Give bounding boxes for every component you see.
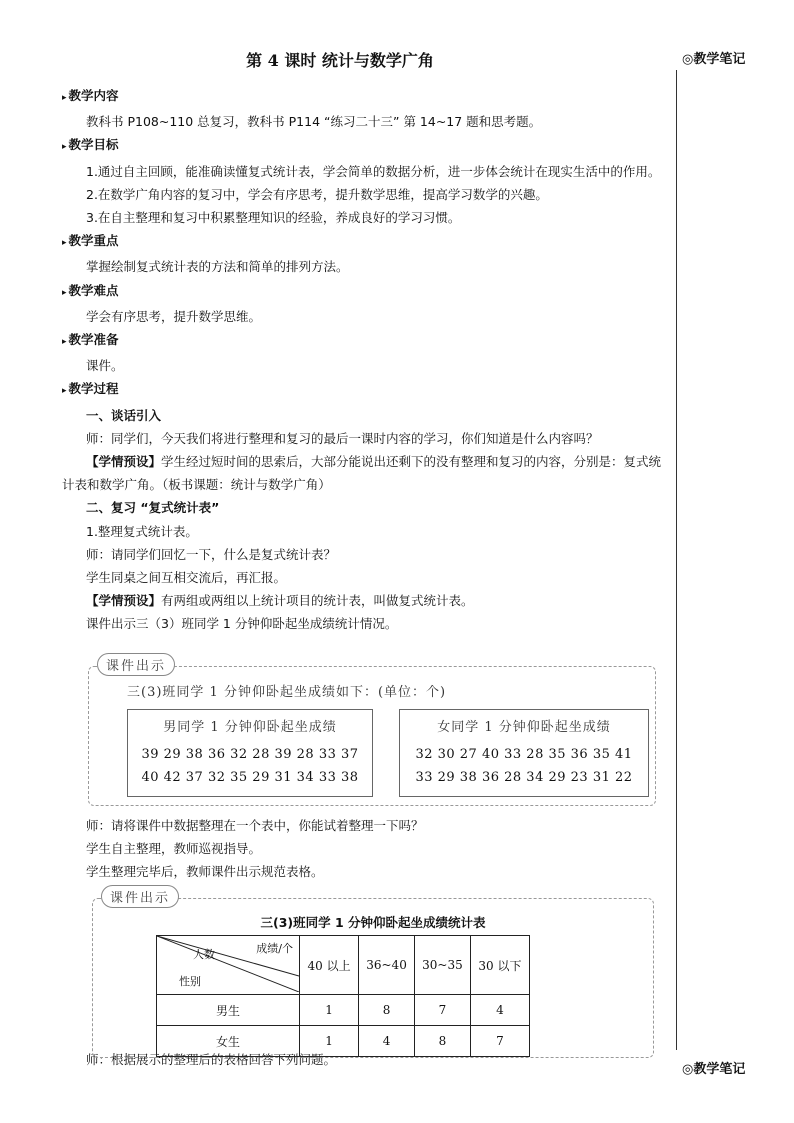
lesson-content <box>62 84 670 636</box>
table-cell: 1 <box>300 1026 359 1057</box>
slide-tab: 课件出示 <box>97 653 175 676</box>
heading-key: ▸ 教学重点 <box>62 229 670 255</box>
table-caption: 三(3)班同学 1 分钟仰卧起坐成绩统计表 <box>260 915 486 930</box>
page-title: 第 4 课时 统计与数学广角 <box>246 51 434 70</box>
preset-2 <box>62 589 670 612</box>
corner-label-score: 成绩/个 <box>256 942 293 955</box>
heading-process: ▸ 教学过程 <box>62 377 670 403</box>
table-cell: 1 <box>300 995 359 1026</box>
preset-2-text: 有两组或两组以上统计项目的统计表，叫做复式统计表。 <box>161 593 474 609</box>
teacher-line-3: 师：请将课件中数据整理在一个表中，你能试着整理一下吗？ <box>86 818 424 833</box>
corner-label-gender: 性别 <box>179 975 201 988</box>
col-header: 30~35 <box>414 936 470 995</box>
student-line-1: 学生同桌之间互相交流后，再汇报。 <box>86 570 287 586</box>
row-label: 男生 <box>157 995 300 1026</box>
difficulty-text: 学会有序思考，提升数学思维。 <box>86 308 262 324</box>
slide-box-data <box>88 659 656 806</box>
part-1-title: 一、谈话引入 <box>86 407 162 423</box>
lesson-content-2 <box>62 814 670 884</box>
heading-difficulty: ▸ 教学难点 <box>62 279 670 305</box>
slide-caption: 三(3)班同学 1 分钟仰卧起坐成绩如下：(单位：个) <box>127 685 447 700</box>
boys-title: 男同学 1 分钟仰卧起坐成绩 <box>163 720 337 735</box>
notes-label-bottom: ◎教学笔记 <box>682 1062 746 1077</box>
col-header: 40 以上 <box>300 936 359 995</box>
table-cell: 7 <box>470 1026 529 1057</box>
student-line-3: 学生整理完毕后，教师课件出示规范表格。 <box>86 864 324 880</box>
table-cell: 4 <box>470 995 529 1026</box>
girls-row-1: 32 30 27 40 33 28 35 36 35 41 <box>415 747 633 762</box>
col-header: 36~40 <box>359 936 415 995</box>
notes-label-top: ◎教学笔记 <box>682 52 746 67</box>
goal-2: 2.在数学广角内容的复习中，学会有序思考，提升数学思维，提高学习数学的兴趣。 <box>86 186 548 202</box>
table-header-row <box>157 936 530 995</box>
preset-tag: 【学情预设】 <box>86 593 162 609</box>
heading-goals: ▸ 教学目标 <box>62 133 670 159</box>
prep-text: 课件。 <box>86 358 124 374</box>
boys-data-box <box>127 709 373 797</box>
step-1: 1.整理复式统计表。 <box>86 523 198 539</box>
slide-tab: 课件出示 <box>101 885 179 908</box>
table-row-boys <box>157 995 530 1026</box>
heading-prep: ▸ 教学准备 <box>62 328 670 354</box>
part-2-title: 二、复习 “复式统计表” <box>86 500 220 516</box>
table-cell: 8 <box>414 1026 470 1057</box>
preset-1-text: 学生经过短时间的思索后，大部分能说出还剩下的没有整理和复习的内容，分别是：复式统计表和数学广角。（板书课题：统计与数学广角） <box>62 454 662 493</box>
boys-row-1: 39 29 38 36 32 28 39 28 33 37 <box>141 747 359 762</box>
table-cell: 7 <box>414 995 470 1026</box>
content-text: 教科书 P108~110 总复习，教科书 P114 “练习二十三” 第 14~17 题和思考题。 <box>86 114 542 130</box>
goal-3: 3.在自主整理和复习中积累整理知识的经验，养成良好的学习习惯。 <box>86 210 461 226</box>
corner-label-count: 人数 <box>193 948 215 961</box>
slide-intro: 课件出示三（3）班同学 1 分钟仰卧起坐成绩统计情况。 <box>86 616 398 632</box>
preset-1 <box>62 450 670 496</box>
teacher-line-4: 师：根据展示的整理后的表格回答下列问题。 <box>86 1052 337 1067</box>
col-header: 30 以下 <box>470 936 529 995</box>
table-row-girls <box>157 1026 530 1057</box>
slide-box-table <box>92 891 654 1058</box>
key-text: 掌握绘制复式统计表的方法和简单的排列方法。 <box>86 259 349 275</box>
stat-table <box>156 935 530 1057</box>
row-label: 女生 <box>157 1026 300 1057</box>
heading-content: ▸ 教学内容 <box>62 84 670 110</box>
goal-1: 1.通过自主回顾，能准确读懂复式统计表，学会简单的数据分析，进一步体会统计在现实生活中的作用。 <box>86 163 661 179</box>
girls-title: 女同学 1 分钟仰卧起坐成绩 <box>437 720 611 735</box>
teacher-line-1: 师：同学们，今天我们将进行整理和复习的最后一课时内容的学习，你们知道是什么内容吗？ <box>86 430 599 446</box>
preset-tag: 【学情预设】 <box>86 454 162 470</box>
table-corner-cell <box>157 936 300 995</box>
girls-data-box <box>399 709 649 797</box>
student-line-2: 学生自主整理，教师巡视指导。 <box>86 841 262 857</box>
boys-row-2: 40 42 37 32 35 29 31 34 33 38 <box>141 770 359 785</box>
table-cell: 4 <box>359 1026 415 1057</box>
teacher-line-2: 师：请同学们回忆一下，什么是复式统计表？ <box>86 546 337 562</box>
table-cell: 8 <box>359 995 415 1026</box>
notes-divider <box>676 70 677 1050</box>
girls-row-2: 33 29 38 36 28 34 29 23 31 22 <box>415 770 633 785</box>
